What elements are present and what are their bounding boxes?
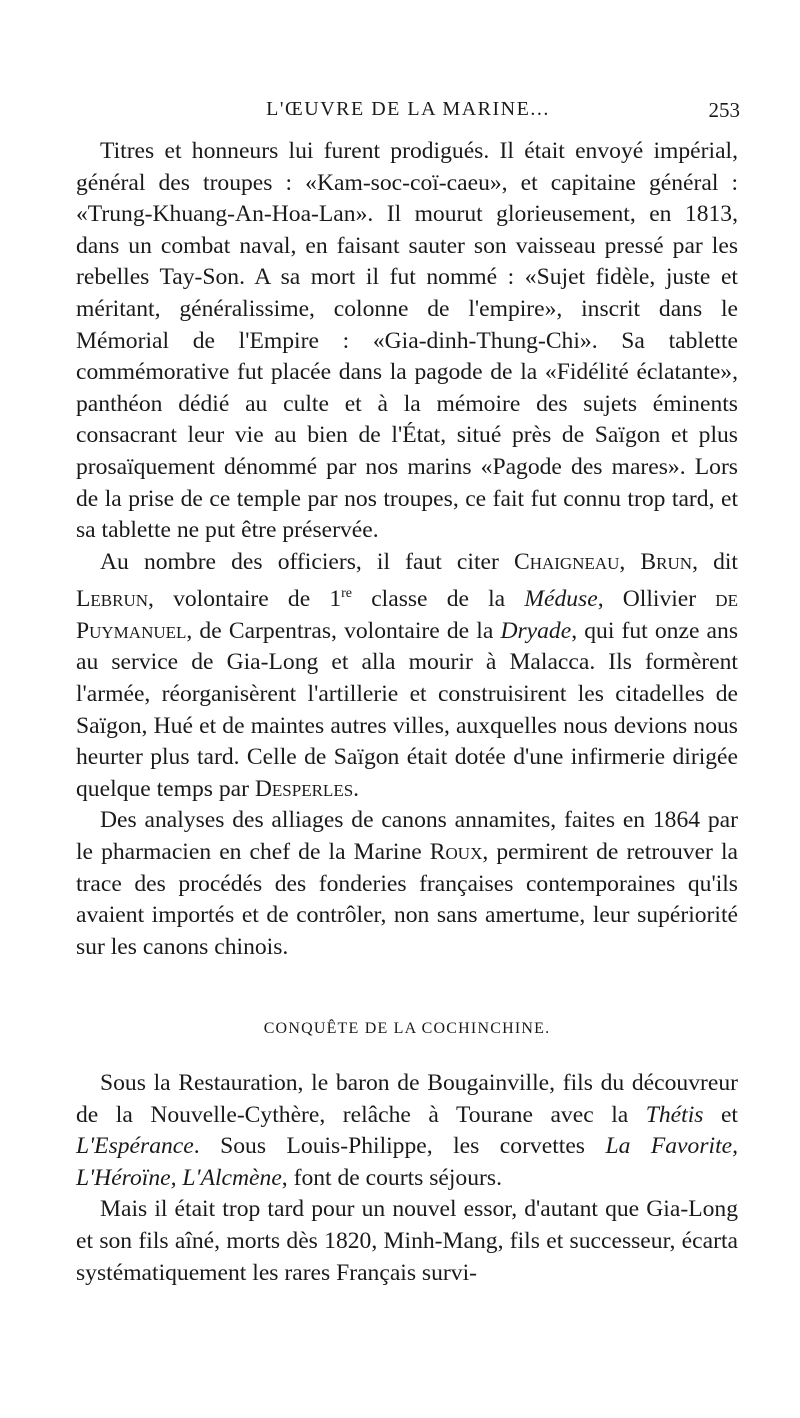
text-run: Sous la Restauration, le baron de Bougainville, fils du découvreur de la Nouvelle-Cythère, relâche à Tourane avec la <box>76 1070 738 1128</box>
person-name-puymanuel: de Puymanuel <box>76 586 738 644</box>
paragraph-2 <box>76 547 738 806</box>
text-run: . <box>353 775 360 802</box>
text-run: , de Carpentras, volontaire de la <box>186 617 501 644</box>
paragraph-4 <box>76 1068 738 1194</box>
running-head: L'ŒUVRE DE LA MARINE... <box>266 98 550 120</box>
person-name-desperles: Desperles <box>254 775 354 802</box>
ship-name-thetis: Thétis <box>645 1101 704 1128</box>
ship-names-corvettes: La Favorite, L'Héroïne, L'Alcmène <box>76 1133 738 1191</box>
page-header <box>76 92 740 124</box>
text-run: et <box>703 1101 738 1128</box>
text-run: , volontaire de 1 <box>148 586 342 613</box>
section-body-text <box>76 1068 738 1289</box>
person-name-lebrun: Lebrun <box>76 586 149 613</box>
person-name-chaigneau: Chaigneau <box>513 548 620 575</box>
ship-name-dryade: Dryade <box>500 617 572 644</box>
paragraph-5: Mais il était trop tard pour un nouvel essor, d'autant que Gia-Long et son fils aîné, morts dès 1820, Minh-Mang, fils et successeur, écarta systématiquement les rares Français survi- <box>76 1196 738 1286</box>
ordinal-superscript: re <box>341 586 353 602</box>
section-heading: CONQUÊTE DE LA COCHINCHINE. <box>263 1020 551 1037</box>
page-number: 253 <box>708 98 740 122</box>
text-run: , qui fut onze ans au service de Gia-Long et alla mourir à Malacca. Ils formèrent l'armée, réorganisèrent l'artillerie et construisirent les citadelles de Saïgon, Hué et de maintes autres villes, auxquelles nous devions nous heurter plus tard. Celle de Saïgon était dotée d'une infirmerie dirigée quelque temps par <box>76 617 738 802</box>
text-run: . Sous Louis-Philippe, les corvettes <box>193 1133 606 1160</box>
text-run: , Ollivier <box>597 586 716 613</box>
text-run: , permirent de retrouver la trace des procédés des fonderies françaises contemporaines qu'ils avaient importés et de contrôler, non sans amertume, leur supériorité sur les canons chinois. <box>76 838 738 960</box>
ship-name-esperance: L'Espérance <box>76 1133 194 1160</box>
person-name-brun: Brun <box>640 548 693 575</box>
ship-name-meduse: Méduse <box>524 586 598 613</box>
text-run: , dit <box>692 548 738 575</box>
text-run: , <box>619 548 641 575</box>
person-name-roux: Roux <box>429 838 483 865</box>
body-text <box>76 136 738 963</box>
text-run: , font de courts séjours. <box>281 1164 502 1191</box>
text-run: classe de la <box>352 586 525 613</box>
text-run: Au nombre des officiers, il faut citer <box>100 548 514 575</box>
paragraph-1: Titres et honneurs lui furent prodigués. Il était envoyé impérial, général des troupes : «Kam-soc-coï-caeu», et capitaine général : «Trung-Khuang-An-Hoa-Lan». Il mourut glorieusement, en 1813, dans un combat naval, en faisant sauter son vaisseau pressé par les rebelles Tay-Son. A sa mort il fut nommé : «Sujet fidèle, juste et méritant, généralissime, colonne de l'empire», inscrit dans le Mémorial de l'Empire : «Gia-dinh-Thung-Chi». Sa tablette commémorative fut placée dans la pagode de la «Fidélité éclatante», panthéon dédié au culte et à la mémoire des sujets éminents consacrant leur vie au bien de l'État, situé près de Saïgon et plus prosaïquement dénommé par nos marins «Pagode des mares». Lors de la prise de ce temple par nos troupes, ce fait fut connu trop tard, et sa tablette ne put être préservée. <box>76 138 738 544</box>
text-run: Des analyses des alliages de canons annamites, faites en 1864 par le pharmacien en chef de la Marine <box>76 807 738 865</box>
paragraph-3 <box>76 805 738 963</box>
